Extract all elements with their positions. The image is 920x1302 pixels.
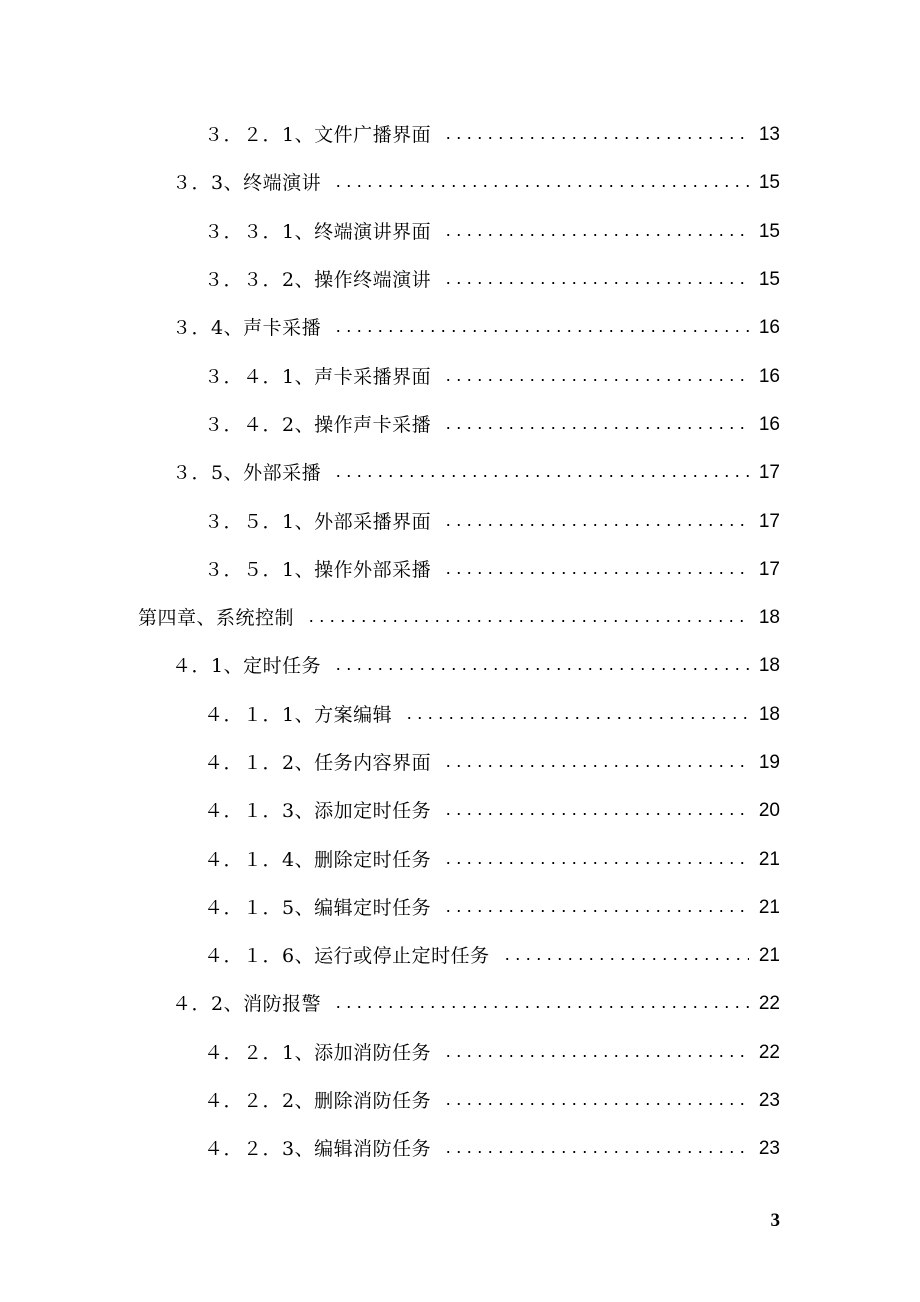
toc-entry-title: ３．３．2、操作终端演讲 — [204, 269, 432, 292]
toc-entry-page: 16 — [758, 365, 780, 387]
toc-entry-title: ３．５．1、外部采播界面 — [204, 510, 432, 533]
toc-entry-page: 17 — [758, 558, 780, 580]
toc-entry-page: 21 — [758, 945, 780, 967]
dot-leader — [443, 813, 749, 815]
toc-entry-title: ３．3、终端演讲 — [172, 172, 322, 195]
toc-entry[interactable] — [0, 256, 920, 304]
toc-entry-page: 16 — [758, 413, 780, 435]
dot-leader — [333, 475, 749, 477]
toc-entry-title: ３．４．1、声卡采播界面 — [204, 365, 432, 388]
toc-entry-title: ４．１．4、删除定时任务 — [204, 848, 432, 871]
toc-entry-title: ４．１．5、编辑定时任务 — [204, 896, 432, 919]
toc-entry-title: ４．２．1、添加消防任务 — [204, 1041, 432, 1064]
toc-entry-title: ４．１．6、运行或停止定时任务 — [204, 945, 490, 968]
toc-entry[interactable] — [0, 980, 920, 1028]
dot-leader — [443, 1151, 749, 1153]
dot-leader — [443, 765, 749, 767]
dot-leader — [333, 668, 749, 670]
dot-leader — [333, 330, 749, 332]
dot-leader — [443, 137, 749, 139]
toc-entry-page: 13 — [758, 124, 780, 146]
toc-entry-page: 22 — [758, 993, 780, 1015]
toc-entry[interactable] — [0, 1077, 920, 1125]
toc-entry-title: ３．２．1、文件广播界面 — [204, 124, 432, 147]
toc-entry-page: 15 — [758, 269, 780, 291]
toc-entry-title: ３．４．2、操作声卡采播 — [204, 413, 432, 436]
dot-leader — [404, 717, 749, 719]
toc-entry[interactable] — [0, 497, 920, 545]
toc-entry[interactable] — [0, 691, 920, 739]
toc-entry[interactable] — [0, 642, 920, 690]
dot-leader — [306, 620, 749, 622]
toc-entry[interactable] — [0, 932, 920, 980]
dot-leader — [443, 572, 749, 574]
toc-entry-page: 22 — [758, 1041, 780, 1063]
toc-entry-page: 15 — [758, 172, 780, 194]
toc-entry-title: ３．4、声卡采播 — [172, 317, 322, 340]
toc-entry-page: 23 — [758, 1138, 780, 1160]
dot-leader — [443, 862, 749, 864]
toc-entry-page: 21 — [758, 848, 780, 870]
toc-entry[interactable] — [0, 304, 920, 352]
toc-entry[interactable] — [0, 835, 920, 883]
toc-entry-page: 23 — [758, 1090, 780, 1112]
toc-entry[interactable] — [0, 1125, 920, 1173]
dot-leader — [443, 282, 749, 284]
toc-entry[interactable] — [0, 787, 920, 835]
toc-entry[interactable] — [0, 739, 920, 787]
toc-entry[interactable] — [0, 546, 920, 594]
toc-entry-page: 19 — [758, 752, 780, 773]
toc-entry[interactable] — [0, 594, 920, 642]
toc-entry-title: ４．2、消防报警 — [172, 993, 322, 1016]
toc-entry[interactable] — [0, 352, 920, 400]
toc-entry-title: ４．２．2、删除消防任务 — [204, 1090, 432, 1113]
toc-entry[interactable] — [0, 111, 920, 159]
toc-entry-title: ４．１．3、添加定时任务 — [204, 800, 432, 823]
toc-entry-page: 20 — [758, 800, 780, 822]
toc-entry[interactable] — [0, 208, 920, 256]
toc-entry-title: ４．１．1、方案编辑 — [204, 703, 393, 726]
dot-leader — [443, 234, 749, 236]
toc-entry-page: 17 — [758, 462, 780, 484]
dot-leader — [443, 1103, 749, 1105]
toc-entry-page: 17 — [758, 510, 780, 532]
dot-leader — [443, 524, 749, 526]
page-number: 3 — [770, 1210, 780, 1231]
toc-entry-title: ４．1、定时任务 — [172, 655, 322, 678]
toc-entry-page: 15 — [758, 220, 780, 242]
dot-leader — [333, 1006, 749, 1008]
table-of-contents — [0, 111, 920, 1174]
toc-entry[interactable] — [0, 449, 920, 497]
toc-entry[interactable] — [0, 1029, 920, 1077]
toc-entry-title: ３．５．1、操作外部采播 — [204, 558, 432, 581]
toc-entry-page: 18 — [758, 607, 780, 629]
toc-entry[interactable] — [0, 401, 920, 449]
toc-entry[interactable] — [0, 159, 920, 207]
toc-entry-title: 第四章、系统控制 — [138, 607, 295, 630]
dot-leader — [502, 958, 749, 960]
dot-leader — [443, 910, 749, 912]
dot-leader — [443, 427, 749, 429]
toc-entry-page: 21 — [758, 896, 780, 918]
toc-entry-page: 18 — [758, 655, 780, 677]
toc-entry[interactable] — [0, 884, 920, 932]
dot-leader — [443, 379, 749, 381]
toc-entry-title: ３．３．1、终端演讲界面 — [204, 220, 432, 243]
dot-leader — [443, 1055, 749, 1057]
toc-entry-page: 16 — [758, 317, 780, 339]
toc-entry-title: ４．１．2、任务内容界面 — [204, 752, 432, 774]
toc-entry-title: ４．２．3、编辑消防任务 — [204, 1138, 432, 1161]
toc-entry-page: 18 — [758, 703, 780, 725]
toc-entry-title: ３．5、外部采播 — [172, 462, 322, 485]
dot-leader — [333, 185, 749, 187]
